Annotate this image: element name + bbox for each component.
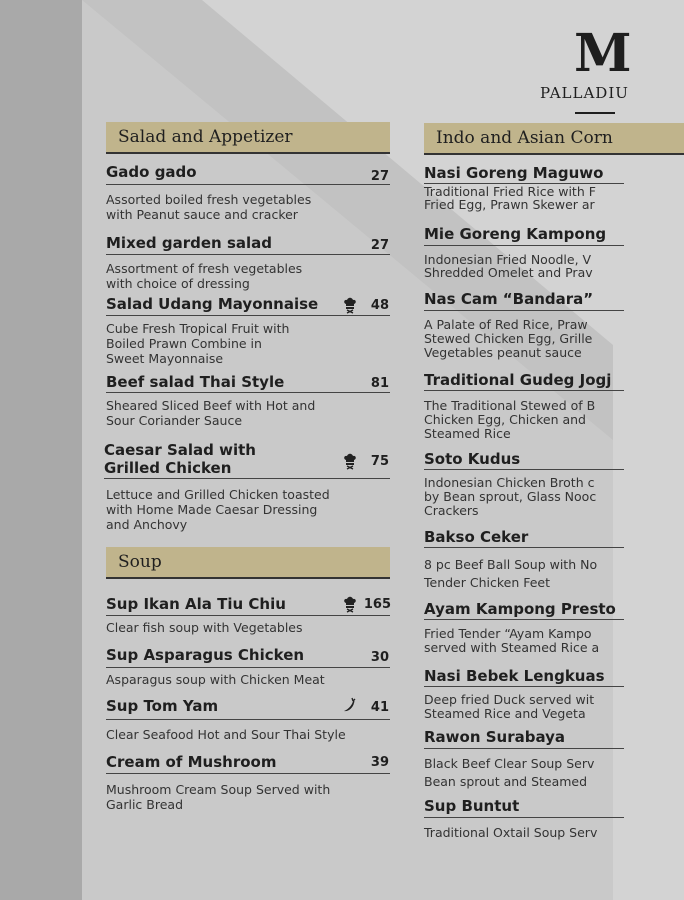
section-title: Salad and Appetizer <box>118 127 293 147</box>
item-price: 30 <box>370 650 389 665</box>
item-description: Lettuce and Grilled Chicken toasted with Home Made Caesar Dressing and Anchovy <box>106 487 330 532</box>
menu-item <box>106 753 276 771</box>
item-description: Fried Tender “Ayam Kampo served with Steamed Rice a <box>424 626 600 655</box>
menu-item <box>424 371 611 389</box>
item-description: Indonesian Fried Noodle, V Shredded Omelet and Prav <box>424 252 593 280</box>
menu-item <box>104 441 256 477</box>
item-price: 41 <box>370 700 389 715</box>
section-header-indo <box>424 123 684 155</box>
section-header-salad <box>106 122 390 154</box>
left-stripe <box>0 0 82 900</box>
item-rule <box>424 817 624 818</box>
item-rule <box>106 254 390 255</box>
item-rule <box>424 547 624 548</box>
item-rule <box>424 619 624 620</box>
item-price: 27 <box>370 238 389 253</box>
item-title: Nasi Goreng Maguwo <box>424 164 604 182</box>
item-title: Caesar Salad with <box>104 441 256 459</box>
item-title: Sup Ikan Ala Tiu Chiu <box>106 595 286 613</box>
menu-item <box>106 646 304 664</box>
item-title: Gado gado <box>106 163 197 181</box>
item-title: Nasi Bebek Lengkuas <box>424 667 605 685</box>
item-price: 39 <box>370 755 389 770</box>
item-title: Ayam Kampong Presto <box>424 600 616 618</box>
menu-item <box>424 797 519 815</box>
menu-item <box>424 600 616 618</box>
menu-item <box>106 373 284 391</box>
item-rule <box>424 469 624 470</box>
item-price: 75 <box>370 454 389 469</box>
item-description: Assortment of fresh vegetables with choice of dressing <box>106 261 303 291</box>
item-description: Mushroom Cream Soup Served with Garlic Bread <box>106 782 331 812</box>
item-rule <box>424 310 624 311</box>
menu-item <box>106 595 286 613</box>
item-title: Bakso Ceker <box>424 528 529 546</box>
item-description: Cube Fresh Tropical Fruit with Boiled Prawn Combine in Sweet Mayonnaise <box>106 321 290 366</box>
item-price: 81 <box>370 376 389 391</box>
item-rule <box>106 719 390 720</box>
item-rule <box>106 184 390 185</box>
item-title: Nas Cam “Bandara” <box>424 290 594 308</box>
item-description: Traditional Oxtail Soup Serv <box>424 825 598 840</box>
item-description: Traditional Fried Rice with F Fried Egg, Prawn Skewer ar <box>424 184 596 212</box>
section-header-soup <box>106 547 390 579</box>
brand-subtitle: PALLADIU <box>540 84 629 102</box>
item-rule <box>106 773 390 774</box>
menu-item <box>106 234 272 252</box>
item-description: Indonesian Chicken Broth c by Bean sprout, Glass Nooc Crackers <box>424 475 597 518</box>
menu-item <box>106 697 218 715</box>
menu-item <box>424 728 565 746</box>
item-description: A Palate of Red Rice, Praw Stewed Chicken Egg, Grille Vegetables peanut sauce <box>424 317 593 360</box>
menu-item <box>424 225 606 243</box>
menu-item <box>424 528 528 546</box>
item-rule <box>424 245 624 246</box>
item-title: Cream of Mushroom <box>106 753 277 771</box>
item-title: Salad Udang Mayonnaise <box>106 295 319 313</box>
section-title: Soup <box>118 552 162 572</box>
section-title: Indo and Asian Corn <box>436 128 613 148</box>
item-title: Traditional Gudeg Jogj <box>424 371 612 389</box>
item-rule <box>106 315 390 316</box>
item-description: Asparagus soup with Chicken Meat <box>106 672 325 687</box>
menu-item <box>424 450 520 468</box>
item-title: Sup Buntut <box>424 797 520 815</box>
item-rule <box>104 478 390 479</box>
item-title: Soto Kudus <box>424 450 521 468</box>
item-description: The Traditional Stewed of B Chicken Egg, Chicken and Steamed Rice <box>424 398 596 441</box>
menu-item <box>424 290 593 308</box>
item-title: Sup Asparagus Chicken <box>106 646 305 664</box>
item-rule <box>106 615 390 616</box>
menu-item <box>106 163 197 181</box>
menu-item <box>106 295 318 313</box>
item-title: Mie Goreng Kampong <box>424 225 607 243</box>
item-description: Black Beef Clear Soup Serv Bean sprout and Steamed <box>424 756 595 789</box>
item-price: 165 <box>363 597 391 612</box>
item-title-line2: Grilled Chicken <box>104 459 232 477</box>
item-description: Sheared Sliced Beef with Hot and Sour Coriander Sauce <box>106 398 316 428</box>
item-description: Clear Seafood Hot and Sour Thai Style <box>106 727 346 742</box>
item-rule <box>106 392 390 393</box>
menu-item <box>424 667 605 685</box>
item-title: Mixed garden salad <box>106 234 272 252</box>
item-price: 48 <box>370 298 389 313</box>
item-rule <box>424 748 624 749</box>
item-price: 27 <box>370 169 389 184</box>
item-title: Sup Tom Yam <box>106 697 219 715</box>
item-description: Clear fish soup with Vegetables <box>106 620 303 635</box>
item-description: Assorted boiled fresh vegetables with Peanut sauce and cracker <box>106 192 312 222</box>
item-rule <box>424 390 624 391</box>
right-column <box>424 0 616 900</box>
item-rule <box>106 667 390 668</box>
item-rule <box>424 686 624 687</box>
menu-item <box>424 164 603 182</box>
brand-title: M <box>574 23 633 84</box>
item-description: Deep fried Duck served wit Steamed Rice and Vegeta <box>424 692 595 721</box>
item-title: Rawon Surabaya <box>424 728 566 746</box>
item-description: 8 pc Beef Ball Soup with No Tender Chicken Feet <box>424 557 598 590</box>
item-title: Beef salad Thai Style <box>106 373 285 391</box>
